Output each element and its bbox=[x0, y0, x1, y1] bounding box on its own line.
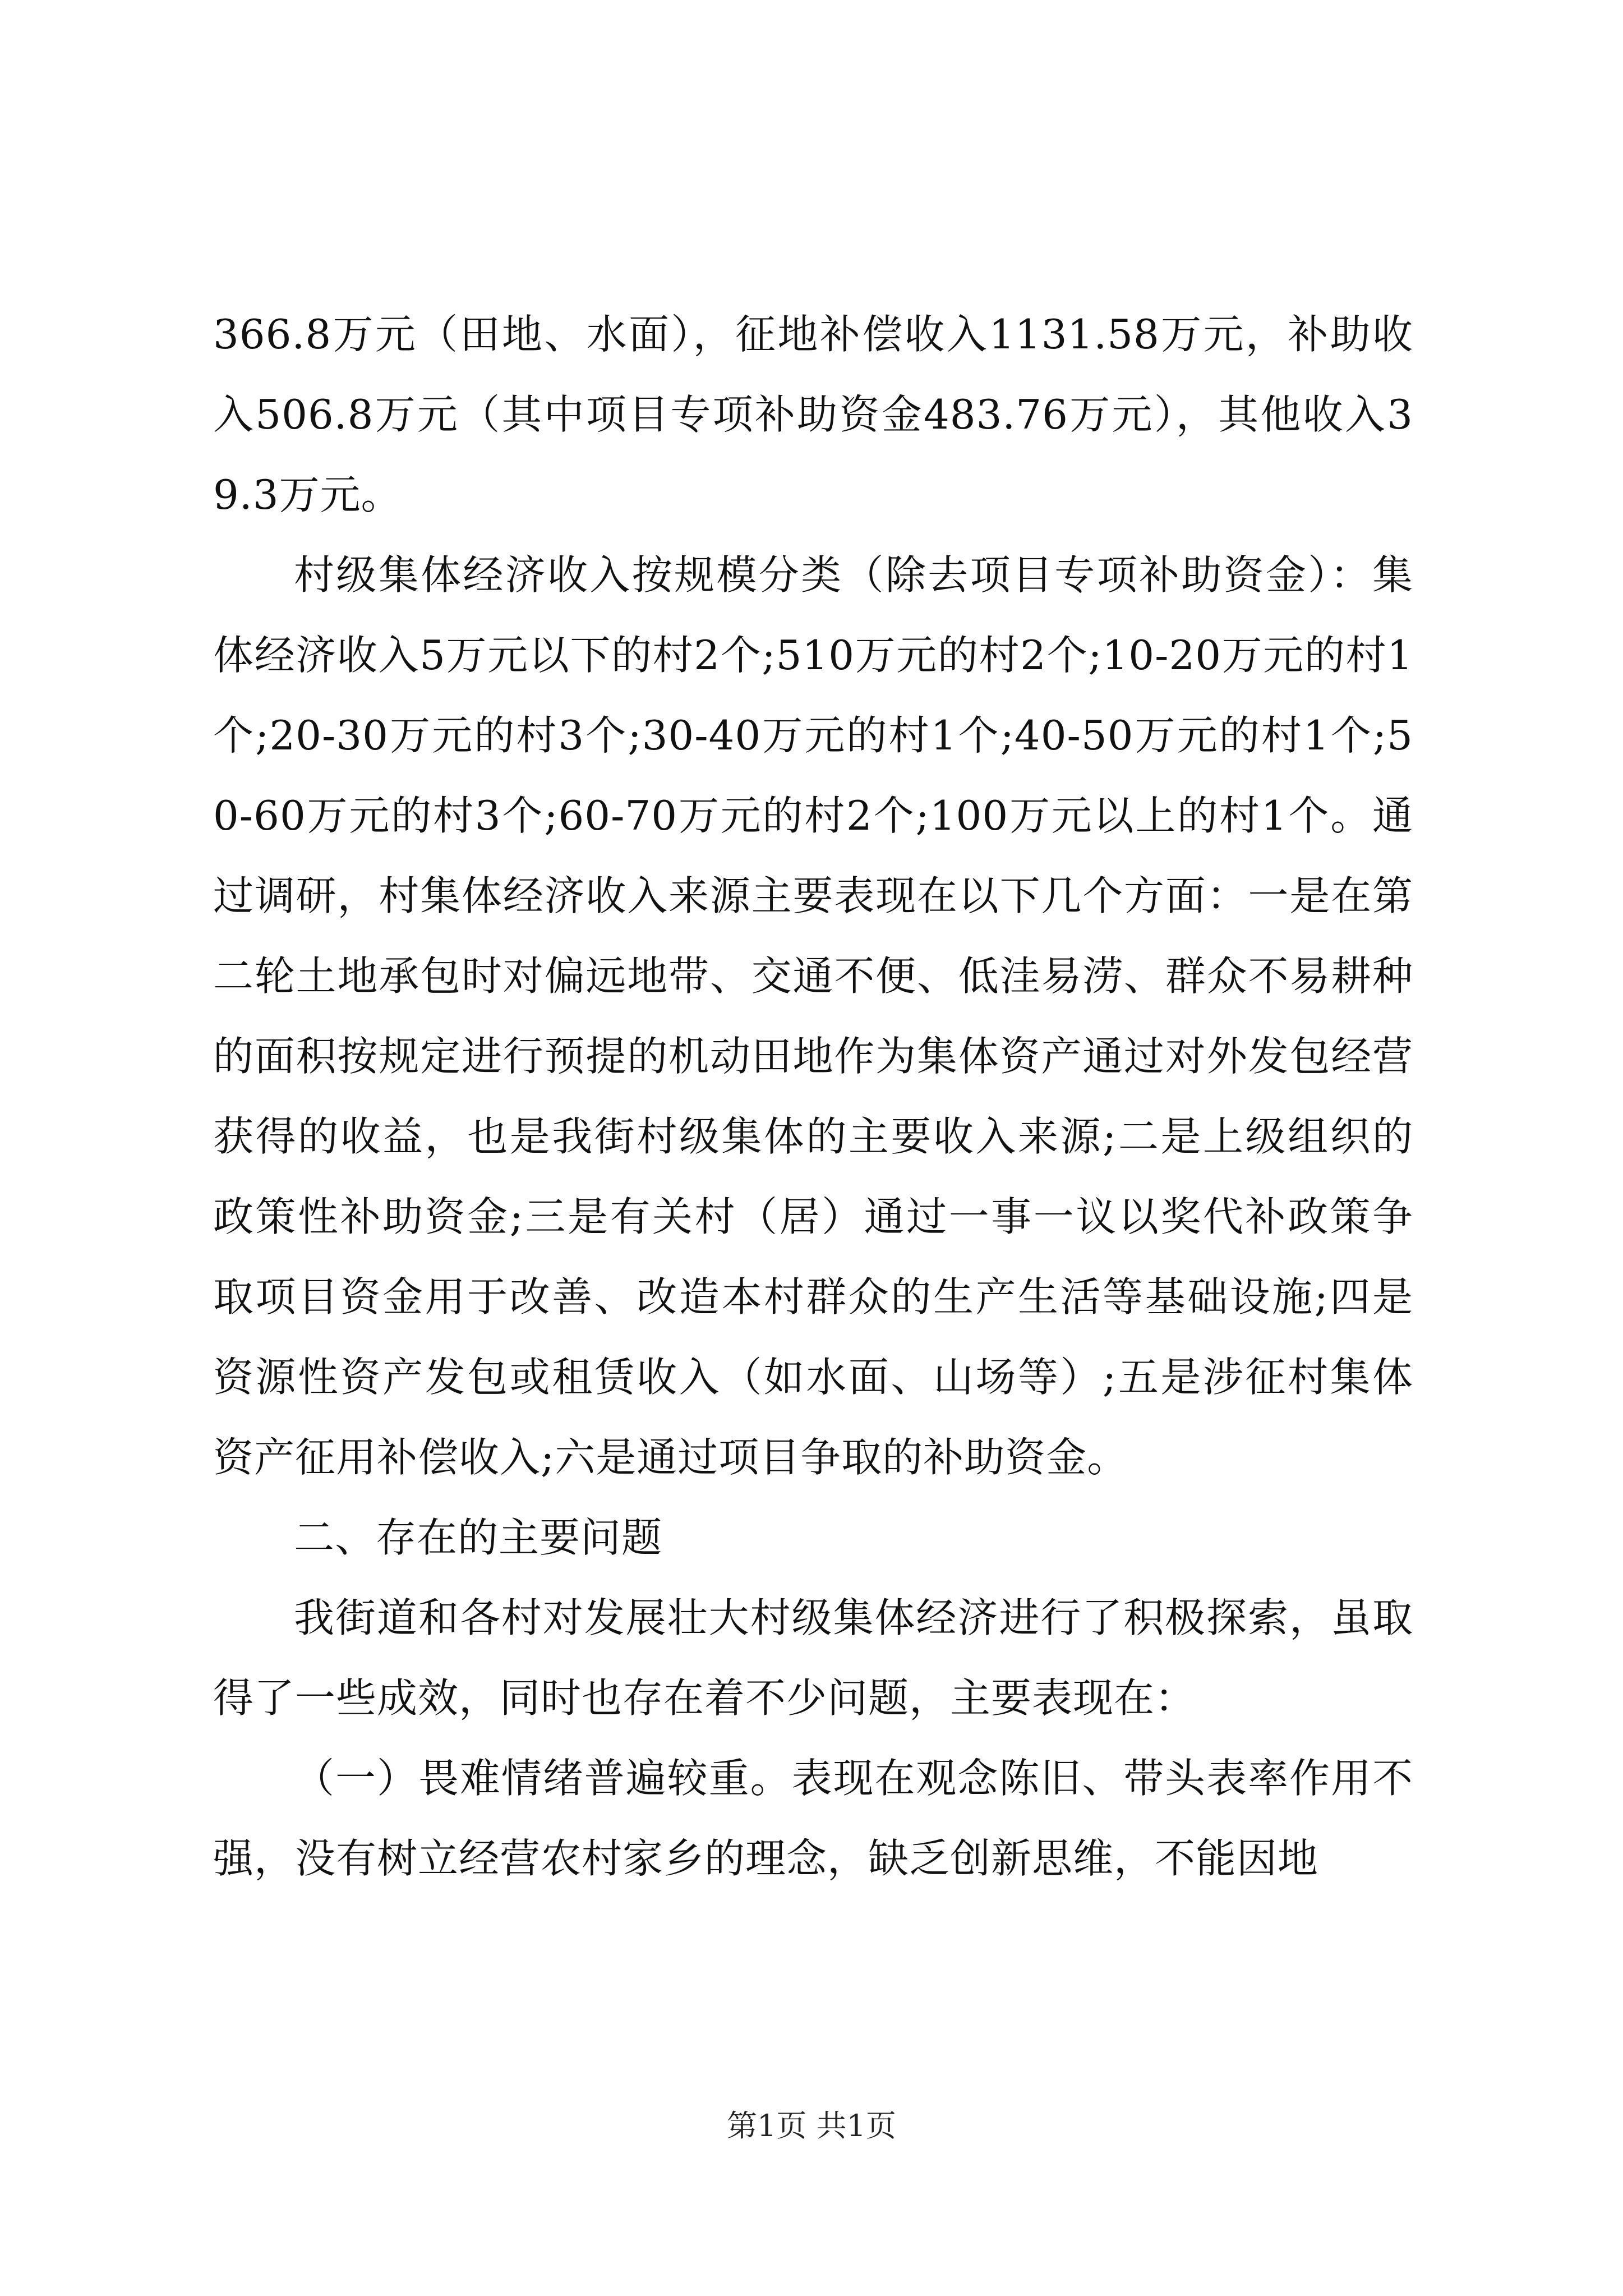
paragraph-problems-intro: 我街道和各村对发展壮大村级集体经济进行了积极探索，虽取得了一些成效，同时也存在着不少问题，主要表现在： bbox=[213, 1594, 1413, 1722]
page-number-label: 第1页 共1页 bbox=[727, 2108, 896, 2143]
paragraph-income-summary: 366.8万元（田地、水面），征地补偿收入1131.58万元，补助收入506.8万元（其中项目专项补助资金483.76万元），其他收入39.3万元。 bbox=[213, 311, 1413, 518]
page-footer bbox=[0, 2106, 1623, 2146]
paragraph-income-by-scale: 村级集体经济收入按规模分类（除去项目专项补助资金）：集体经济收入5万元以下的村2个;510万元的村2个;10-20万元的村1个;20-30万元的村3个;30-40万元的村1个;40-50万元的村1个;50-60万元的村3个;60-70万元的村2个;100万元以上的村1个。通过调研，村集体经济收入来源主要表现在以下几个方面：一是在第二轮土地承包时对偏远地带、交通不便、低洼易涝、群众不易耕种的面积按规定进行预提的机动田地作为集体资产通过对外发包经营获得的收益，也是我街村级集体的主要收入来源;二是上级组织的政策性补助资金;三是有关村（居）通过一事一议以奖代补政策争取项目资金用于改善、改造本村群众的生产生活等基础设施;四是资源性资产发包或租赁收入（如水面、山场等）;五是涉征村集体资产征用补偿收入;六是通过项目争取的补助资金。 bbox=[213, 551, 1413, 1481]
paragraph-problem-one: （一）畏难情绪普遍较重。表现在观念陈旧、带头表率作用不强，没有树立经营农村家乡的理念，缺乏创新思维，不能因地 bbox=[213, 1755, 1413, 1882]
document-body bbox=[213, 295, 1413, 1899]
section-heading-main-problems: 二、存在的主要问题 bbox=[294, 1514, 663, 1561]
